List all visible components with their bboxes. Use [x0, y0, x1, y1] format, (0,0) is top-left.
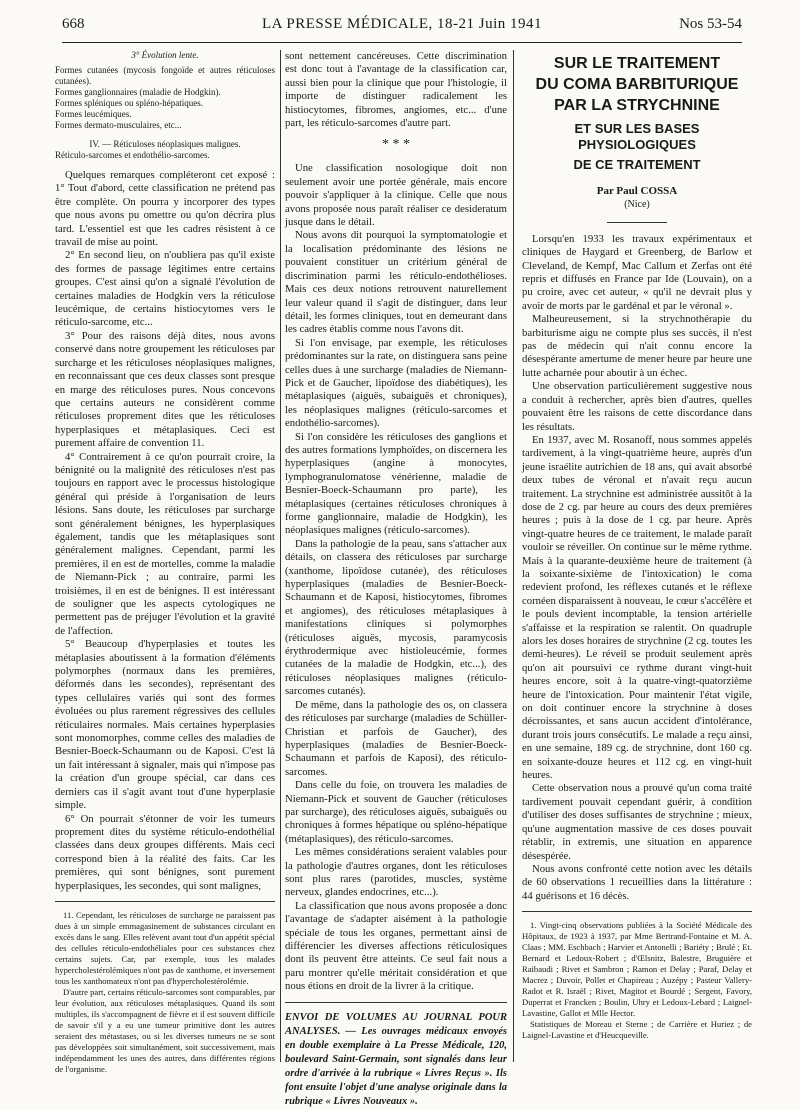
list-item: Réticulo-sarcomes et endothélio-sarcomes.	[55, 150, 210, 160]
paragraph: sont nettement cancéreuses. Cette discrimination est donc tout à l'avantage de la classification car, aussi bien pour la clinique que pour l'histologie, il importe de distinguer radicalement les histiocytomes, fibromes, angiomes, etc... d'une part, les réticulo-sarcomes d'autre part.	[285, 50, 507, 130]
paragraph: Une observation particulièrement suggestive nous a conduit à rechercher, après bien d'autres, quelles pouvaient être les raisons de cette discordance dans les résultats.	[522, 380, 752, 433]
section-stars: * * *	[382, 137, 410, 153]
article-title	[522, 54, 752, 115]
paragraph: 2° En second lieu, on n'oubliera pas qu'il existe des formes de passage légitimes entre certains groupes. C'est ainsi qu'on a signalé l'évolution de certaines maladies de Hodgkin vers la réticulose leucémique, de certains histiocytomes vers le réticulo-sarcome, etc...	[55, 249, 275, 329]
issue-number: Nos 53-54	[679, 16, 742, 32]
paragraph: 4° Contrairement à ce qu'on pourrait croire, la bénignité ou la malignité des réticuloses n'est pas toujours en rapport avec le processus histologique général qui préside à l'organisation de leurs lésions. Sans doute, les réticuloses par surcharge sont généralement bénignes, les hyperplasiques également, tandis que les métaplasiques sont généralement malignes. Cependant, parmi les premières, il en est de mortelles, comme la maladie de Niemann-Pick ; au contraire, parmi les troisièmes, il en est de bénignes. Il est intéressant de souligner que les aspects cytologiques ne permettent pas de préjuger l'évolution et la gravité de l'affection.	[55, 450, 275, 637]
paragraph: Malheureusement, si la strychnothérapie du barbiturisme aigu ne compte plus ses succès, il n'est pas de médecin qui n'ait connu encore la désespérante amertume de mener heure par heure une lutte acharnée pour aboutir à un échec.	[522, 313, 752, 379]
author: Par Paul COSSA	[596, 185, 678, 197]
column-1	[55, 50, 276, 1074]
page-header	[62, 16, 742, 43]
subtitle-line: ET SUR LES BASES PHYSIOLOGIQUES	[574, 121, 700, 152]
footnote-rule	[522, 911, 752, 912]
title-rule	[607, 222, 667, 223]
section-evolution-heading: 3° Évolution lente.	[131, 50, 199, 60]
list-item: Formes cutanées (mycosis fongoïde et autres réticuloses cutanées).	[55, 65, 275, 86]
title-line: PAR LA STRYCHNINE	[554, 97, 720, 114]
page-number: 668	[62, 16, 85, 32]
paragraph: 3° Pour des raisons déjà dites, nous avons conservé dans notre groupement les réticuloses par surcharge et les réticuloses néoplasiques malignes, en reconnaissant que ces deux classes sont presque en marge des réticuloses pures. Nous concevons que certains auteurs ne considèrent comme réticuloses proprement dites que les réticuloses hyperplasiques et métaplasiques. Ceci est purement affaire de convention 11.	[55, 329, 275, 450]
paragraph: Quelques remarques compléteront cet exposé : 1° Tout d'abord, cette classification ne prétend pas être complète. On pourra y incorporer des types que nous avons pu omettre ou qu'on décrira plus tard. L'essentiel est que les cadres résistent à ce travail de mise au point.	[55, 169, 275, 249]
paragraph: 6° On pourrait s'étonner de voir les tumeurs proprement dites du système réticulo-endothélial classées dans deux groupes différents. Mais ceci correspond bien à la réalité des faits. Car les premières, qui sont bénignes, sont purement hyperplasiques, les secondes, qui sont malignes,	[55, 812, 275, 892]
paragraph: Si l'on considère les réticuloses des ganglions et des autres formations lymphoïdes, on discernera les hyperplasiques (angine à monocytes, lymphogranulomatose vénérienne, maladie de Besnier-Boeck-Schaumann pro parte), les métaplasiques (certaines réticuloses chroniques à forme ganglionnaire, maladie de Hodgkin), les néoplasiques malignes (réticulo-sarcomes).	[285, 430, 507, 537]
affiliation: (Nice)	[624, 199, 650, 211]
paragraph: Une classification nosologique doit non seulement avoir une portée générale, mais encore pouvoir s'appliquer à la clinique. Celle que nous avons proposée nous paraît réaliser ce desideratum jusque dans le détail.	[285, 162, 507, 229]
column-3	[522, 50, 752, 1062]
paragraph: De même, dans la pathologie des os, on classera des réticuloses par surcharge (maladies de Schüller-Christian et parfois de Gaucher), des hyperplasiques (maladies de Besnier-Boeck-Schaumann et parfois de Kaposi), des réticulo-sarcomes.	[285, 698, 507, 778]
list-item: Formes dermato-musculaires, etc...	[55, 120, 182, 130]
article-subtitle	[522, 121, 752, 173]
footnote: D'autre part, certains réticulo-sarcomes sont comparables, par leur évolution, aux réticuloses métaplasiques. Quand ils sont multiples, ils s'accompagnent de fièvre et il est souvent difficile de savoir s'il y a eu une tumeur primitive dont les autres seraient des métastases, ou si les diverses tumeurs ne se sont pas développées soit simultanément, soit successivement, mais indépendamment les unes des autres, dans différentes régions de l'organisme.	[55, 986, 276, 1074]
paragraph: En 1937, avec M. Rosanoff, nous sommes appelés tardivement, à la vingt-quatrième heure, auprès d'un jeune israélite autrichien de 18 ans, qui avait absorbé deux tubes de véronal et n'avait reçu aucun traitement. La strychnine est administrée aussitôt à la dose de 2 cg. par heure au cours des deux premières heures ; puis à la dose de 1 cg. par heure. Après vingt-quatre heures de ce traitement, le malade paraît vouloir se réveiller. On continue sur le même rythme. Mais à la quarante-deuxième heure de traitement (à la soixante-sixième de l'intoxication) le coma redevient profond, les réflexes cutanés et le réflexe cornéen disparaissent à nouveau, le cœur s'accélère et le pouls devient incomptable, la tension artérielle s'affaisse et la respiration se ralentit. On quadruple alors les doses horaires de strychnine (2 cg. toutes les demi-heures). Le réveil se produit seulement après qu'on ait poursuivi ce rythme durant vingt-huit heures encore, soit à la quatre-vingt-quatorzième heure de l'intoxication. Pour maintenir l'état vigile, on doit continuer encore la strychnine à doses décroissantes, et sans aucun accident d'intolérance, durant trois jours consécutifs. Le malade a reçu ainsi, en une semaine, 189 cg. de strychnine, dont 160 cg. en soixante-douze heures et 112 cg. en vingt-huit heures.	[522, 433, 752, 782]
footnote: 11. Cependant, les réticuloses de surcharge ne paraissent pas dues à un simple emmagasinement de substances circulant en excès dans le sang. Elles relèvent avant tout d'un appétit spécial des cellules réticulo-endothéliales pour ces substances chez certains sujets. Car, par exemple, tous les malades hypercholestérolémiques n'ont pas de xanthome, et inversement tous les xanthomateux n'ont pas d'hypercholestérolémie.	[55, 909, 275, 986]
footnotes	[522, 920, 752, 1041]
paragraph: La classification que nous avons proposée a donc l'avantage de s'adapter aisément à la pathologie spéciale de tous les organes, permettant ainsi de différencier les diverses affections réticulosiques dont ils peuvent être atteints. Ce seul fait nous a paru montrer qu'elle méritait considération et que nous étions en droit de la livrer à la critique.	[285, 899, 507, 993]
paragraph: Les mêmes considérations seraient valables pour la pathologie d'autres organes, dont les réticuloses sont plus rares (parotides, muscles, système nerveux, glandes endocrines, etc...).	[285, 846, 507, 899]
column-divider-2	[513, 50, 514, 1062]
title-line: SUR LE TRAITEMENT	[553, 55, 721, 72]
paragraph: Si l'on envisage, par exemple, les réticuloses prédominantes sur la rate, on distinguera sans peine celles dues à une surcharge (maladies de Niemann-Pick et de Gaucher, lipoïdose des diabétiques), les métaplasiques (aiguës, subaiguës et chroniques), les néoplasiques malignes (réticulo-sarcomes et endothélio-sarcomes).	[285, 336, 507, 430]
column-divider-1	[280, 50, 281, 1062]
list-item: Formes spléniques ou spléno-hépatiques.	[55, 98, 203, 108]
footnote: 1. Vingt-cinq observations publiées à la Société Médicale des Hôpitaux, de 1923 à 1937, par Mme Bertrand-Fontaine et M. A. Claas ; MM. Eschbach ; Harvier et Antonelli ; Bariéty ; Brulé ; Et. Bernard et Ledoux-Robert ; d'Œlsnitz, Balestre, Bruguière et Raibaudi ; Rivet et Sambron ; Ramon et Delay ; Paraf, Delay et Macrez ; Duvoir, Pollet et Chapireau ; Auzépy ; Pasteur Vallery-Radot et R. Israël ; Rivet, Magitot et Bourdé ; Sergent, Favory, Duperrat et Francken ; Boulin, Uhry et Ledoux-Lebard ; Laignel-Lavastine, Gallot et Mlle Hector.	[522, 920, 752, 1019]
paragraph: 5° Beaucoup d'hyperplasies et toutes les métaplasies aboutissent à la formation d'éléments polymorphes (normaux dans les premières, déformés dans les secondes), représentant des types cellulaires variés qui sont des formes évoluées ou plus rarement régressives des cellules réticulaires normales. Mais certaines hyperplasies sont monomorphes, comme celles des maladies de Besnier-Boeck-Schaumann ou de Kaposi. C'est là un fait intéressant à signaler, mais qui n'impose pas la création d'un groupe spécial, car dans ces derniers cas il s'agit avant tout d'une hyperplasie simple.	[55, 638, 275, 812]
footnote-rule	[55, 901, 275, 902]
title-line: DU COMA BARBITURIQUE	[535, 76, 739, 93]
section-iv-heading: IV. — Réticuloses néoplasiques malignes.	[89, 139, 241, 149]
paragraph: Dans la pathologie de la peau, sans s'attacher aux détails, on classera des réticuloses par surcharge (xanthome, lipoïdose cutanée), des réticuloses hyperplasiques (maladies de Besnier-Boeck-Schaumann et de Kaposi, histiocytomes, fibromes et angiomes), des réticuloses métaplasiques à manifestations cliniques si polymorphes (réticuloses aiguës, mycosis, paramycosis érythrodermique avec histioleucémie, formes cutanées de la maladie de Hodgkin, etc...), des réticuloses néoplasiques malignes (réticulo-sarcomes cutanés).	[285, 537, 507, 698]
footnote: Statistiques de Moreau et Sterne ; de Carrière et Huriez ; de Laignel-Lavastine et d'Heucqueville.	[522, 1019, 752, 1041]
list-item: Formes leucémiques.	[55, 109, 132, 119]
evolution-list	[55, 65, 275, 131]
paragraph: Cette observation nous a prouvé qu'un coma traité tardivement pouvait cependant guérir, à condition d'utiliser des doses suffisantes de strychnine ; mieux, qu'une augmentation massive de ces doses pouvait rétablir, in extremis, une situation en apparence désespérée.	[522, 782, 752, 862]
notice-rule	[285, 1002, 507, 1003]
footnotes	[55, 910, 275, 1075]
journal-title: LA PRESSE MÉDICALE, 18-21 Juin 1941	[261, 16, 542, 32]
column-2	[285, 50, 507, 1107]
paragraph: Nous avons dit pourquoi la symptomatologie et la localisation prédominante des lésions ne pouvaient constituer un critérium général de discrimination parmi les réticulo-endothélioses. Mais ces deux notions retrouvent naturellement leur valeur quand il s'agit de distinguer, dans leur détail, les formes cliniques, tout en demeurant dans les cadres établis comme nous l'avons dit.	[285, 229, 507, 336]
subtitle-line: DE CE TRAITEMENT	[573, 157, 701, 172]
paragraph: Dans celle du foie, on trouvera les maladies de Niemann-Pick et souvent de Gaucher (réticuloses par surcharge), des réticuloses aiguës, subaiguës ou chroniques à formes hépatique ou spléno-hépatique (métaplasiques), des réticulo-sarcomes.	[285, 779, 507, 845]
paragraph: Nous avons confronté cette notion avec les détails de 60 observations 1 recueillies dans la littérature : 44 guérisons et 16 décès.	[522, 862, 752, 902]
list-item: Formes ganglionnaires (maladie de Hodgkin).	[55, 87, 221, 97]
journal-notice: ENVOI DE VOLUMES AU JOURNAL POUR ANALYSES. — Les ouvrages médicaux envoyés en double exemplaire à La Presse Médicale, 120, boulevard Saint-Germain, sont signalés dans leur ordre d'arrivée à la rubrique « Livres Reçus ». Ils font ensuite l'objet d'une analyse originale dans la rubrique « Livres Nouveaux ».	[285, 1011, 507, 1107]
paragraph: Lorsqu'en 1933 les travaux expérimentaux et cliniques de Haygard et Greenberg, de Barlow et Cleveland, de Kempf, Mac Callum et Zerfas ont été repris et diffusés en France par Ide (Louvain), on a pu croire, avec cet auteur, « qu'il ne devrait plus y avoir de morts par le gardénal et par le véronal ».	[522, 232, 752, 312]
